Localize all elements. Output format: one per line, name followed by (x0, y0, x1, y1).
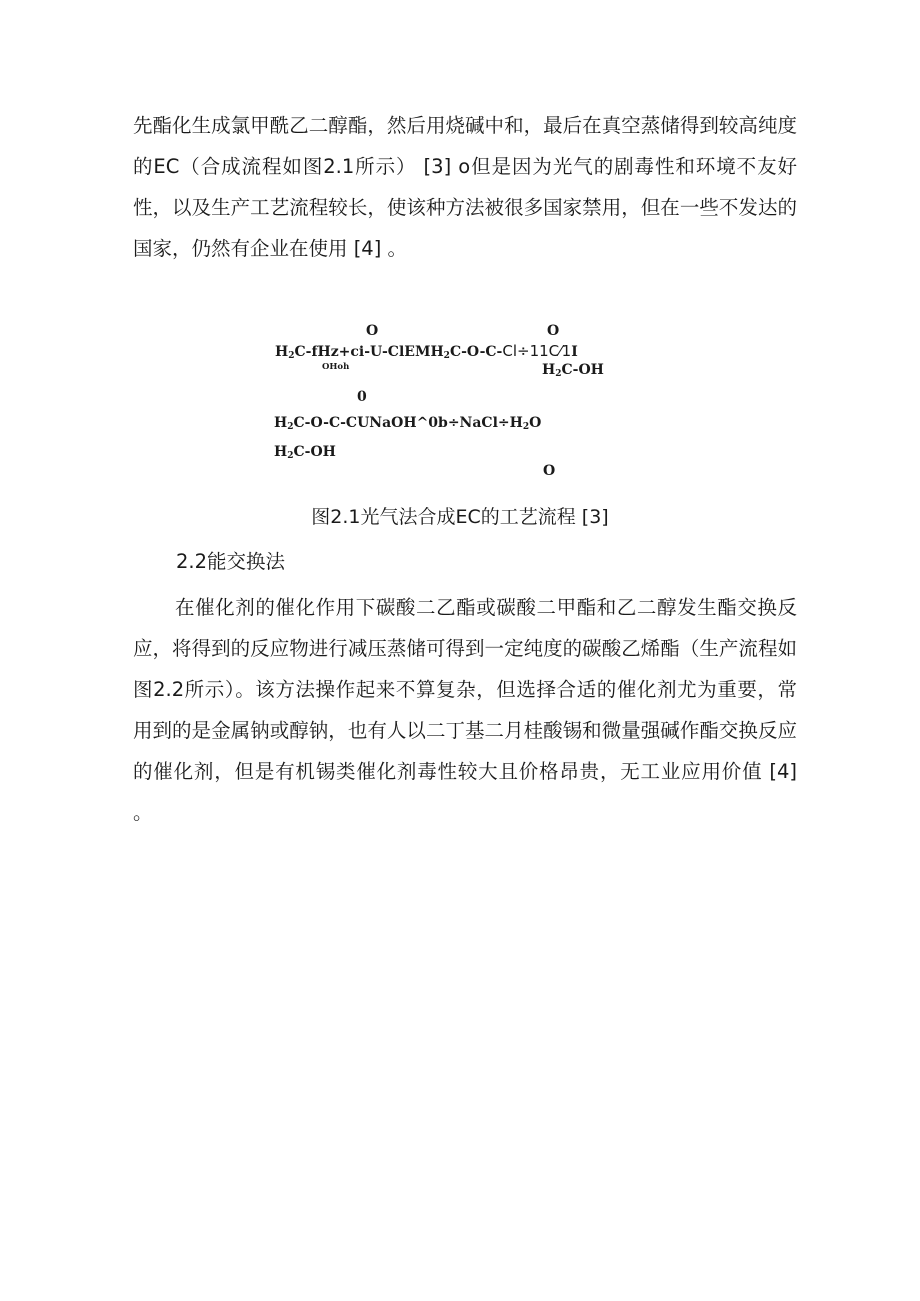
body-paragraph-1: 先酯化生成氯甲酰乙二醇酯，然后用烧碱中和，最后在真空蒸储得到较高纯度的EC（合成流程如图2.1所示） [3] o但是因为光气的剧毒性和环境不友好性，以及生产工艺流程较长，使该种方法被很多国家禁用，但在一些不发达的国家，仍然有企业在使用 [4] 。 (133, 114, 797, 260)
section-heading: 2.2能交换法 (176, 550, 286, 573)
zero-label: 0 (357, 389, 367, 405)
figure-caption: 图2.1光气法合成EC的工艺流程 [3] (311, 506, 609, 528)
ohoh-label: OHoh (322, 362, 350, 372)
oxygen-label-3: O (543, 463, 556, 479)
body-paragraph-2: 在催化剂的催化作用下碳酸二乙酯或碳酸二甲酯和乙二醇发生酯交换反应，将得到的反应物进行减压蒸储可得到一定纯度的碳酸乙烯酯（生产流程如图2.2所示）。该方法操作起来不算复杂，但选择合适的催化剂尤为重要，常用到的是金属钠或醇钠，也有人以二丁基二月桂酸锡和微量强碱作酯交换反应的催化剂，但是有机锡类催化剂毒性较大且价格昂贵，无工业应用价值 [4] 。 (133, 596, 797, 824)
reaction-line-2: $H_2C-O-C-CUNaOH\^{}0b\div NaCl\div H_2O$ (274, 415, 542, 432)
reaction-line-1: $H_2C-fHz+ci-U-ClEMH_2C-O-C-Cl\div 11C⁄1I$ (275, 342, 578, 361)
oxygen-label-2: O (547, 323, 560, 339)
h2coh-label-2: $H_2C-OH$ (274, 444, 336, 461)
h2coh-label-1: $H_2C-OH$ (542, 362, 604, 379)
oxygen-label-1: O (366, 323, 379, 339)
